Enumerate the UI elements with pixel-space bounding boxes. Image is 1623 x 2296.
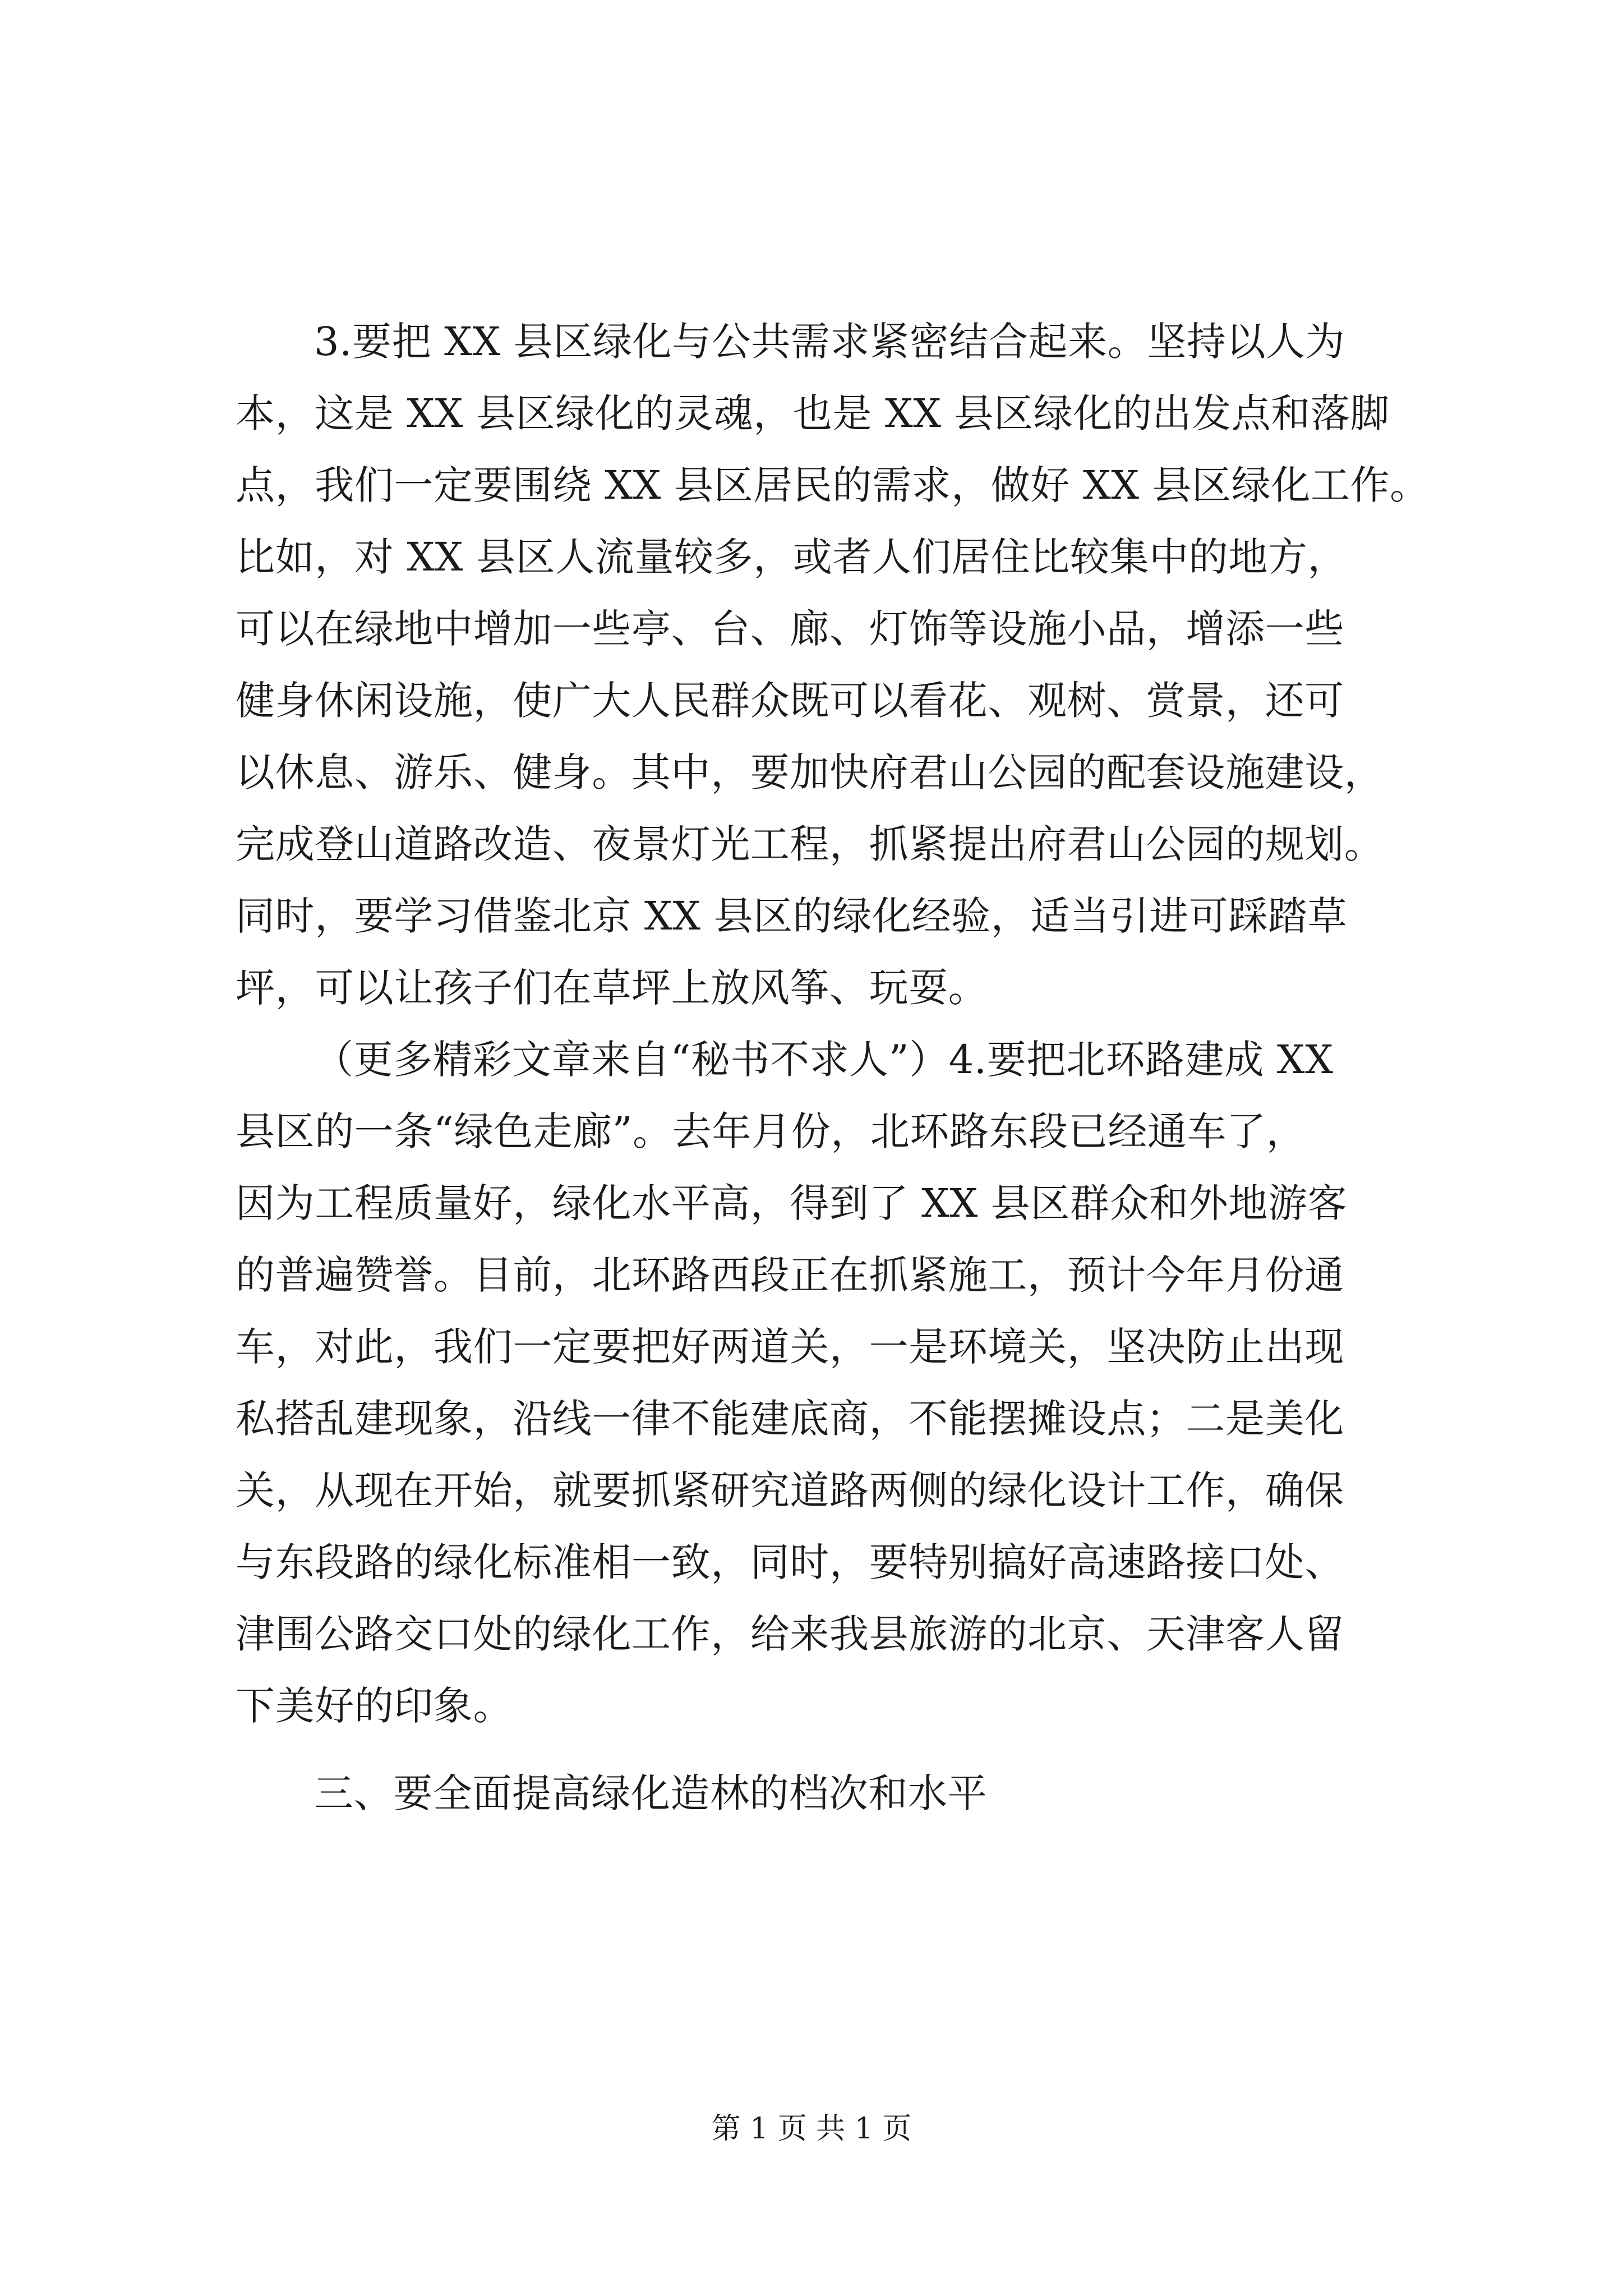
text-line: 关，从现在开始，就要抓紧研究道路两侧的绿化设计工作，确保 <box>236 1467 1344 1513</box>
text-line: 可以在绿地中增加一些亭、台、廊、灯饰等设施小品，增添一些 <box>236 606 1344 652</box>
text-line: 县区的一条“绿色走廊”。去年月份，北环路东段已经通车了， <box>236 1108 1306 1154</box>
text-line: 私搭乱建现象，沿线一律不能建底商，不能摆摊设点；二是美化 <box>236 1396 1344 1442</box>
text-line: 津围公路交口处的绿化工作，给来我县旅游的北京、天津客人留 <box>236 1611 1344 1657</box>
text-line: 点，我们一定要围绕 XX 县区居民的需求，做好 XX 县区绿化工作。 <box>236 462 1430 508</box>
paragraph-3 <box>236 306 1447 1024</box>
text-line: 比如，对 XX 县区人流量较多，或者人们居住比较集中的地方， <box>236 534 1348 580</box>
text-line: 与东段路的绿化标准相一致，同时，要特别搞好高速路接口处、 <box>236 1539 1344 1585</box>
heading-text: 三、要全面提高绿化造林的档次和水平 <box>314 1770 988 1816</box>
text-line: 完成登山道路改造、夜景灯光工程，抓紧提出府君山公园的规划。 <box>236 821 1384 867</box>
text-line: 健身休闲设施，使广大人民群众既可以看花、观树、赏景，还可 <box>236 678 1344 724</box>
text-line: 的普遍赞誉。目前，北环路西段正在抓紧施工，预计今年月份通 <box>236 1252 1344 1298</box>
text-line: 同时，要学习借鉴北京 XX 县区的绿化经验，适当引进可踩踏草 <box>236 893 1348 939</box>
text-line: 坪，可以让孩子们在草坪上放风筝、玩耍。 <box>236 965 988 1011</box>
text-line: （更多精彩文章来自“秘书不求人”）4.要把北环路建成 XX <box>314 1037 1334 1083</box>
text-line: 车，对此，我们一定要把好两道关，一是环境关，坚决防止出现 <box>236 1324 1344 1370</box>
text-line: 本，这是 XX 县区绿化的灵魂，也是 XX 县区绿化的出发点和落脚 <box>236 390 1390 436</box>
text-line: 下美好的印象。 <box>236 1683 513 1729</box>
paragraph-4 <box>236 1024 1447 1742</box>
text-line: 以休息、游乐、健身。其中，要加快府君山公园的配套设施建设， <box>236 749 1384 795</box>
paragraph-spacer <box>236 1742 1447 1757</box>
page-footer: 第 1 页 共 1 页 <box>711 2112 912 2146</box>
text-line: 因为工程质量好，绿化水平高，得到了 XX 县区群众和外地游客 <box>236 1180 1348 1226</box>
section-heading <box>236 1757 1447 1829</box>
document-body <box>236 306 1447 1829</box>
text-line: 3.要把 XX 县区绿化与公共需求紧密结合起来。坚持以人为 <box>314 319 1345 365</box>
